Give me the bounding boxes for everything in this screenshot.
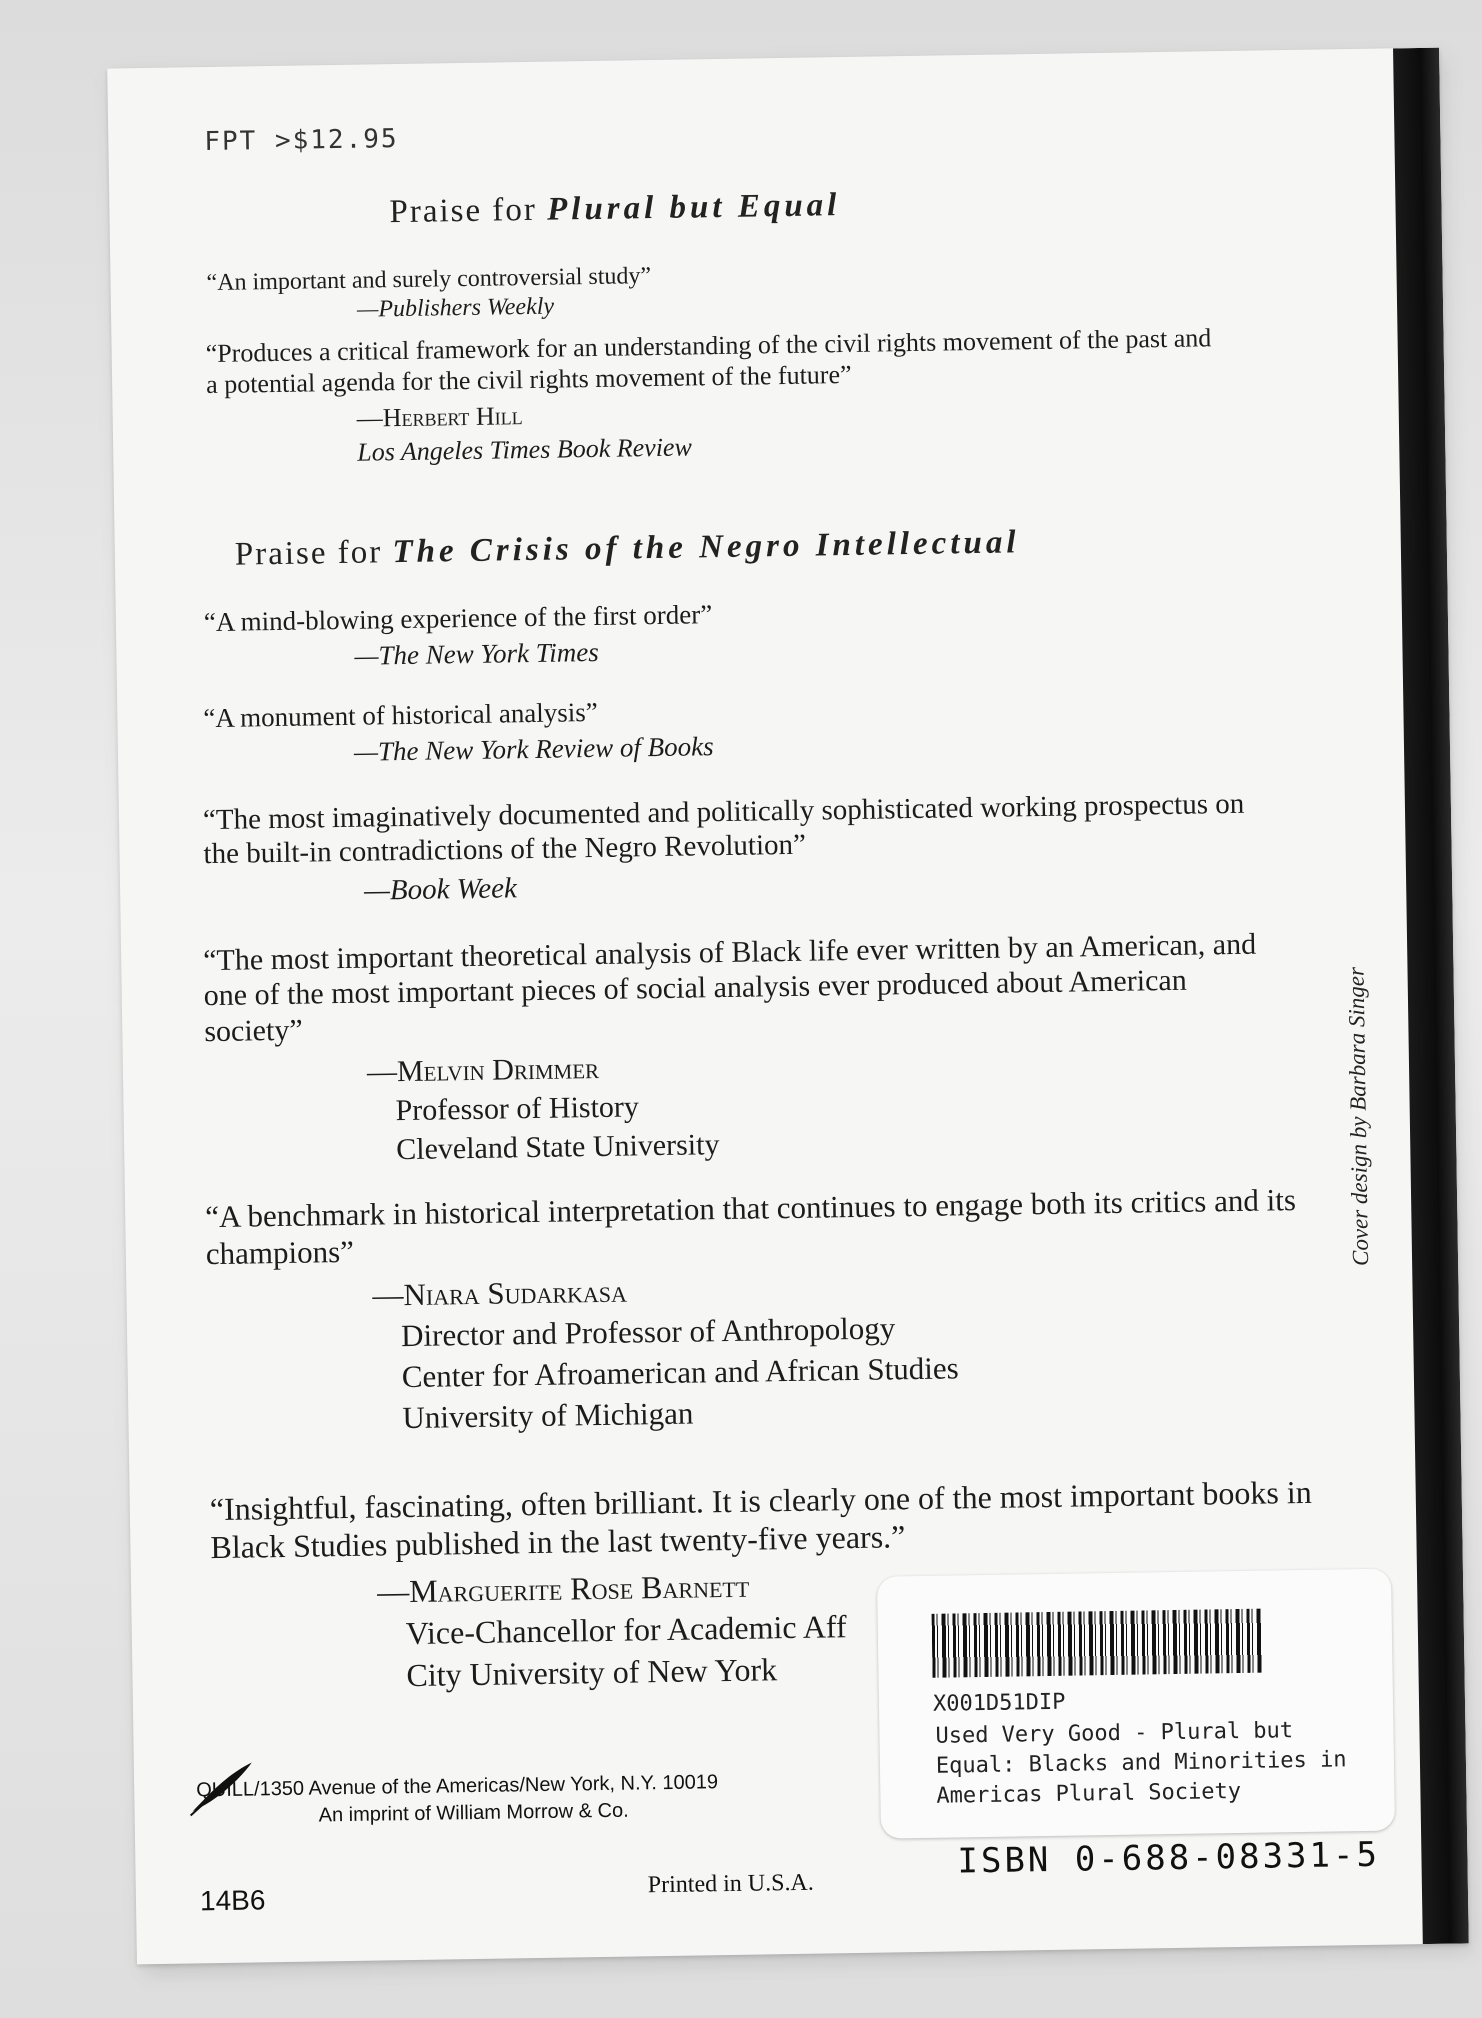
cover-design-credit: Cover design by Barbara Singer xyxy=(1343,966,1374,1267)
barcode-icon xyxy=(932,1609,1263,1678)
quote-text: “The most important theoretical analysis of Black life ever written by an American, and one of the most important pieces of social analysis ever produced about American society” xyxy=(202,927,1257,1048)
author-title: Director and Professor of Anthropology xyxy=(400,1310,896,1354)
printed-in: Printed in U.S.A. xyxy=(647,1869,814,1899)
quote-text: “An important and surely controversial study” xyxy=(206,263,652,297)
author-department: Center for Afroamerican and African Studies xyxy=(401,1350,959,1395)
praise-heading-plural-but-equal xyxy=(389,187,840,231)
quote-author: —Melvin Drimmer xyxy=(366,1052,600,1089)
author-affiliation: University of Michigan xyxy=(402,1395,694,1435)
publisher-info xyxy=(196,1771,719,1829)
quote-ny-review-of-books xyxy=(203,691,1004,770)
isbn-number: ISBN 0-688-08331-5 xyxy=(957,1834,1381,1882)
quote-text: “Insightful, fascinating, often brilliant. It is clearly one of the most important books in Black Studies published in the last twenty-five years.” xyxy=(209,1473,1312,1565)
quote-author: —Niara Sudarkasa xyxy=(372,1273,628,1313)
sticker-description: Used Very Good - Plural but Equal: Blacks and Minorities in Americas Plural Society xyxy=(935,1718,1347,1809)
catalog-code: 14B6 xyxy=(199,1884,266,1917)
author-affiliation: Cleveland State University xyxy=(395,1128,720,1167)
quote-text: “Produces a critical framework for an understanding of the civil rights movement of the past and a potential agenda for the civil rights movement of the future” xyxy=(205,323,1212,399)
cover-content xyxy=(107,48,1417,1964)
quote-text: “A monument of historical analysis” xyxy=(203,696,599,734)
fnsku-sticker xyxy=(877,1569,1395,1839)
author-title: Professor of History xyxy=(395,1090,640,1128)
sticker-id: X001D51DIP xyxy=(932,1689,1066,1717)
publisher-imprint: An imprint of William Morrow & Co. xyxy=(318,1799,629,1827)
quote-author: —Herbert Hill xyxy=(356,401,523,434)
quote-publishers-weekly xyxy=(206,259,847,326)
quote-author: —Marguerite Rose Barnett xyxy=(376,1567,750,1610)
praise-prefix: Praise for xyxy=(389,191,548,231)
price-stamp: FPT >$12.95 xyxy=(204,124,399,158)
quote-source: —The New York Review of Books xyxy=(353,730,714,767)
quote-book-week xyxy=(203,787,1265,911)
quote-source: Los Angeles Times Book Review xyxy=(357,432,693,467)
quote-text: “The most imaginatively documented and politically sophisticated working prospectus on the built-in contradictions of the Negro Revolution” xyxy=(202,787,1245,871)
quote-niara-sudarkasa xyxy=(205,1182,1309,1442)
quote-text: “A benchmark in historical interpretation that continues to engage both its critics and its champions” xyxy=(204,1182,1297,1271)
book-back-cover xyxy=(107,48,1469,1965)
quote-new-york-times xyxy=(204,595,1005,674)
book-title: Plural but Equal xyxy=(546,187,841,228)
quote-text: “A mind-blowing experience of the first order” xyxy=(203,599,713,638)
quote-melvin-drimmer xyxy=(203,926,1286,1172)
publisher-address: QUILL/1350 Avenue of the Americas/New York, N.Y. 10019 xyxy=(196,1771,719,1802)
quote-source: —Publishers Weekly xyxy=(356,293,555,323)
quote-source: —Book Week xyxy=(363,872,518,908)
author-title: Vice-Chancellor for Academic Aff xyxy=(405,1607,847,1651)
author-affiliation: City University of New York xyxy=(406,1651,778,1694)
book-title: The Crisis of the Negro Intellectual xyxy=(392,524,1020,571)
quote-herbert-hill xyxy=(205,323,1217,472)
praise-prefix: Praise for xyxy=(234,534,393,573)
quote-source: —The New York Times xyxy=(354,636,599,671)
praise-heading-crisis xyxy=(235,524,1020,573)
